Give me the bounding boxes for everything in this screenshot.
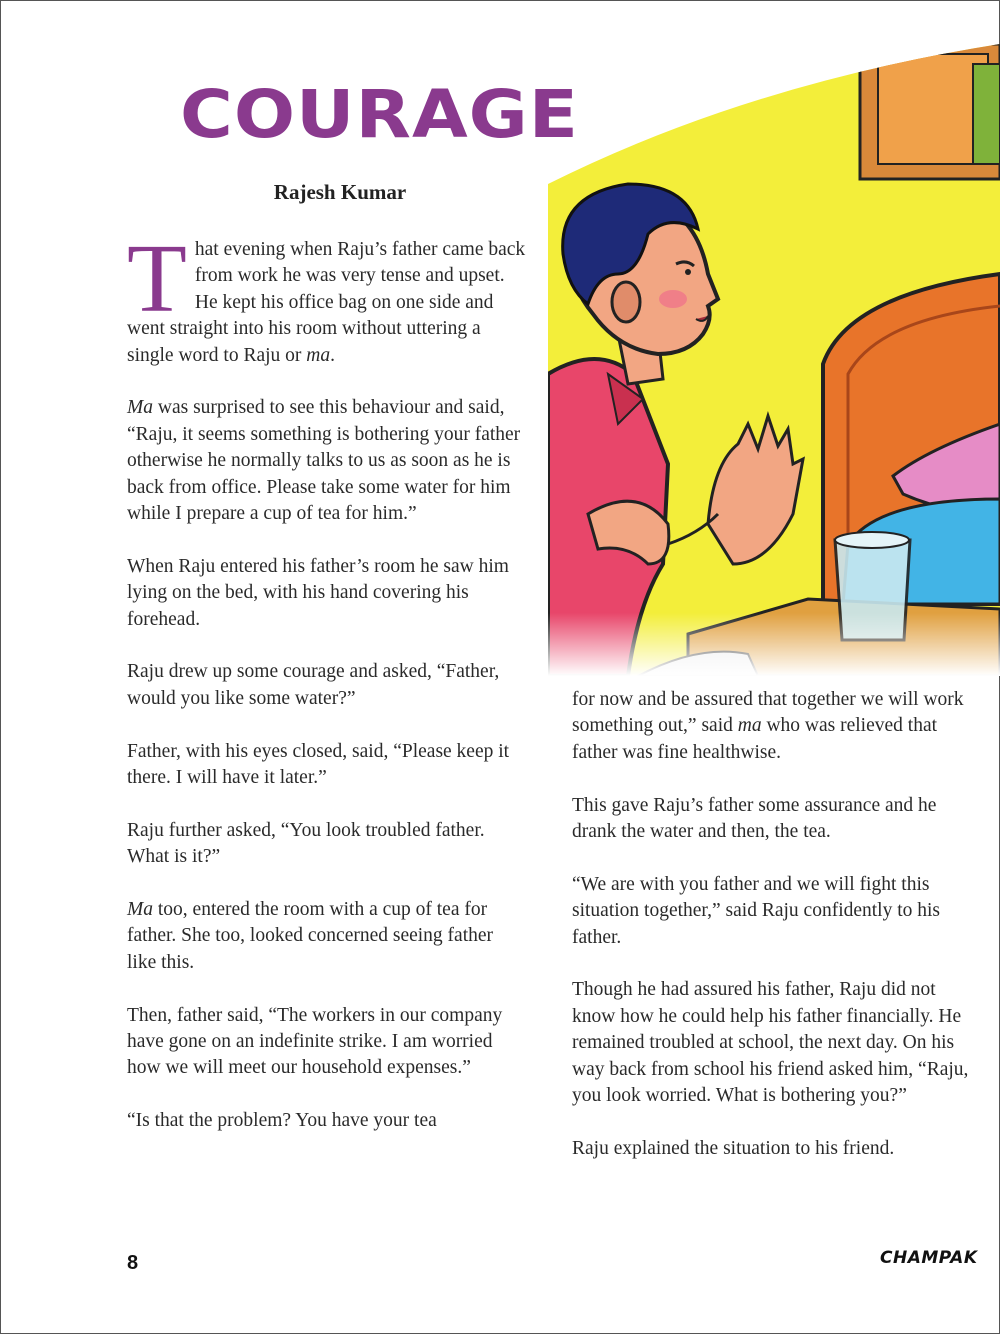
paragraph: This gave Raju’s father some assurance and he drank the water and then, the tea. [572, 794, 937, 843]
paragraph [127, 225, 527, 369]
paragraph: Father, with his eyes closed, said, “Please keep it there. I will have it later.” [127, 740, 510, 789]
page-number: 8 [127, 1252, 139, 1274]
paragraph: Raju drew up some courage and asked, “Father, would you like some water?” [127, 661, 500, 709]
paragraph-text: . [330, 344, 335, 366]
paragraph-text: too, entered the room with a cup of tea for father. She too, looked concerned seeing father like this. [127, 899, 494, 973]
story-title: COURAGE [180, 75, 579, 153]
paragraph: When Raju entered his father’s room he saw him lying on the bed, with his hand covering his forehead. [127, 555, 509, 630]
paragraph-text: was surprised to see this behaviour and said, “Raju, it seems something is bothering your father otherwise he normally talks to us as soon as he is back from office. Please take some water for him while I prepare a cup of tea for him.” [127, 397, 521, 525]
paragraph: “Is that the problem? You have your tea [127, 1110, 437, 1132]
paragraph: “We are with you father and we will fight this situation together,” said Raju confidently to his father. [572, 873, 941, 948]
paragraph: Raju further asked, “You look troubled father. What is it?” [127, 819, 485, 868]
italic-word: Ma [127, 899, 153, 921]
paragraph-text: who was relieved that father was fine healthwise. [572, 715, 938, 763]
story-author: Rajesh Kumar [273, 180, 407, 204]
right-column [572, 687, 972, 1189]
left-column [127, 225, 527, 1161]
italic-word: ma [306, 344, 331, 366]
paragraph-text: hat evening when Raju’s father came back from work he was very tense and upset. He kept his office bag on one side and went straight into his room without uttering a single word to Raju or [127, 239, 526, 366]
paragraph: Then, father said, “The workers in our company have gone on an indefinite strike. I am worried how we will meet our household expenses.” [127, 1004, 503, 1079]
paragraph: Raju explained the situation to his friend. [572, 1137, 895, 1159]
drop-cap: T [127, 225, 187, 333]
boy-talking-illustration [548, 44, 1000, 676]
brand-logo: CHAMPAK [880, 1248, 978, 1268]
paragraph: Though he had assured his father, Raju did not know how he could help his father financially. He remained troubled at school, the next day. On his way back from school his friend asked him, “Raju, you look worried. What is bothering you?” [572, 979, 969, 1107]
paragraph-text: for now and be assured that together we will work something out,” said [572, 689, 964, 737]
italic-word: ma [737, 715, 762, 737]
paragraph [127, 897, 527, 976]
paragraph [572, 687, 972, 766]
italic-word: Ma [127, 397, 153, 419]
paragraph [127, 395, 527, 527]
